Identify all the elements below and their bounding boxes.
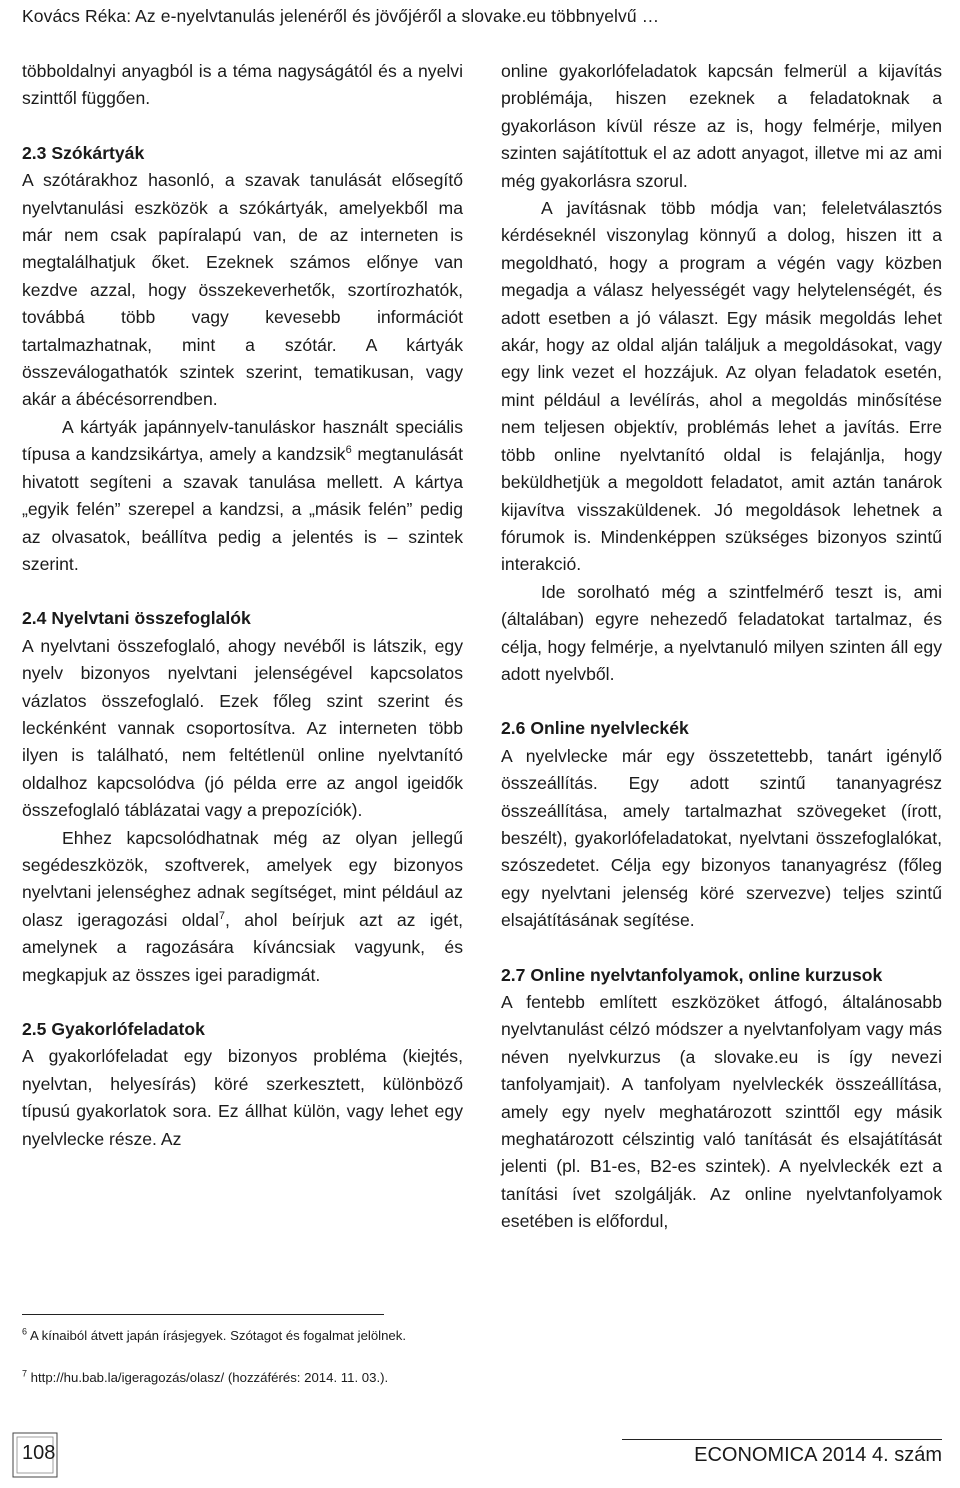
- footnote-ref-7: 7: [218, 909, 226, 922]
- paragraph: A javításnak több módja van; feleletválasztós kérdéseknél viszonylag könnyű a dolog, hiszen itt a megoldható, hogy a program a végén vagy közben megadja a válasz helyességét vagy helytelenségét, és adott esetben a jó választ. Egy másik megoldás lehet akár, hogy az oldal alján találjuk a megoldásokat, vagy egy link vezet el hozzájuk. Az olyan feladatok esetén, mint például a levélírás, ahol a megoldás minősítése nem teljesen objektív, problémás lehet a javítás. Erre több online nyelvtanító oldal is felajánlja, hogy beküldhetjük a megoldott feladatot, amit aztán tanárok kijavítva visszaküldenek. Jó megoldások lehetnek a fórumok is. Mindenképpen szükséges bizonyos szintű interakció.: [501, 198, 942, 575]
- footnote-7: $^7$ http://hu.bab.la/igeragozás/olasz/ (hozzáférés: 2014. 11. 03.).: [22, 1368, 389, 1385]
- paragraph: A nyelvtani összefoglaló, ahogy nevéből is látszik, egy nyelv bizonyos nyelvtani jelenségével kapcsolatos vázlatos összefoglaló. Ezek főleg szint szerint és leckénként vannak csoportosítva. Az interneten több ilyen is található, nem feltétlenül online nyelvtanító oldalhoz kapcsolódva (jó példa erre az angol igeidők összefoglaló táblázatai vagy a prepozíciók).: [22, 635, 463, 821]
- footnote-ref-6: 6: [345, 444, 352, 457]
- paragraph: többoldalnyi anyagból is a téma nagyságától és a nyelvi szinttől függően.: [22, 61, 463, 109]
- section-heading-2-6: 2.6 Online nyelvleckék: [501, 718, 689, 739]
- section-heading-2-7: 2.7 Online nyelvtanfolyamok, online kurzusok: [501, 964, 883, 985]
- paragraph: A nyelvlecke már egy összetettebb, tanárt igénylő összeállítás. Egy adott szintű tananyagrész összeállítása, amely tartalmazhat szövegeket (írott, beszélt), gyakorlófeladatokat, nyelvtani összefoglalókat, szószedetet. Célja egy bizonyos tananyagrész (főleg egy nyelvtani jelenség köré szervezve) teljes szintű elsajátításának segítése.: [501, 745, 942, 931]
- section-heading-2-3: 2.3 Szókártyák: [22, 142, 145, 163]
- page-number: 108: [22, 1442, 56, 1464]
- paragraph: online gyakorlófeladatok kapcsán felmerül a kijavítás problémája, hiszen ezeknek a feladatoknak a gyakorláson kívül része az is, hogy felmérje, milyen szinten sajátítottuk el az adott anyagot, illetve mi az ami még gyakorlásra szorul.: [501, 61, 942, 191]
- paragraph: A szótárakhoz hasonló, a szavak tanulását elősegítő nyelvtanulási eszközök a szókártyák, amelyekből ma már nem csak papíralapú van, de az interneten is megtalálhatjuk őket. Ezeknek számos előnye van kezdve azzal, hogy összekeverhetők, szortírozhatók, továbbá több vagy kevesebb információt tartalmazhatnak, mint a szótár. A kártyák összeválogathatók szintek szerint, tematikusan, vagy akár a ábécésorrendben.: [22, 170, 463, 410]
- left-column: [22, 58, 463, 1153]
- footnote-separator: [22, 1314, 384, 1315]
- paragraph: Ehhez kapcsolódhatnak még az olyan jellegű segédeszközök, szoftverek, amelyek egy bizonyos nyelvtani jelenséghez adnak segítséget, mint például az olasz igeragozási oldal$^7$, ahol beírjuk azt az igét, amelynek a ragozására kíváncsiak vagyunk, és megkapjuk az összes igei paradigmát.: [22, 827, 463, 985]
- paragraph: A kártyák japánnyelv-tanuláskor használt speciális típusa a kandzsikártya, amely a kandzsik$^6$ megtanulását hivatott segíteni a szavak tanulása mellett. A kártya „egyik felén” szerepel a kandzsi, a „másik felén” pedig az olvasatok, beállítva pedig a jelentés is – szintek szerint.: [22, 416, 463, 574]
- paragraph: A fentebb említett eszközöket átfogó, általánosabb nyelvtanulást célzó módszer a nyelvtanfolyam vagy más néven nyelvkurzus (a slovake.eu is így nevezi tanfolyamjait). A tanfolyam nyelvleckék összeállítása, amely egy nyelv meghatározott szinttől egy másik meghatározott célszintig való tanítását és elsajátítását jelenti (pl. B1-es, B2-es szintek). A nyelvleckék ezt a tanítási ívet szolgálják. Az online nyelvtanfolyamok esetében is előfordul,: [501, 992, 942, 1232]
- section-heading-2-5: 2.5 Gyakorlófeladatok: [22, 1019, 205, 1039]
- footnote-6: $^6$ A kínaiból átvett japán írásjegyek. Szótagot és fogalmat jelölnek.: [22, 1326, 407, 1343]
- running-header: Kovács Réka: Az e-nyelvtanulás jelenéről és jövőjéről a slovake.eu többnyelvű …: [22, 6, 660, 26]
- right-column: [501, 58, 942, 1236]
- footer-rule: [622, 1439, 942, 1440]
- paragraph: A gyakorlófeladat egy bizonyos probléma (kiejtés, nyelvtan, helyesírás) köré szerkesztett, különböző típusú gyakorlatok sora. Ez állhat külön, vagy lehet egy nyelvlecke része. Az: [22, 1046, 463, 1149]
- paragraph: Ide sorolható még a szintfelmérő teszt is, ami (általában) egyre nehezedő feladatokat tartalmaz, és célja, hogy felmérje, a nyelvtanuló milyen szinten áll egy adott nyelvből.: [501, 581, 942, 684]
- section-heading-2-4: 2.4 Nyelvtani összefoglalók: [22, 608, 251, 629]
- journal-name: ECONOMICA 2014 4. szám: [694, 1444, 942, 1466]
